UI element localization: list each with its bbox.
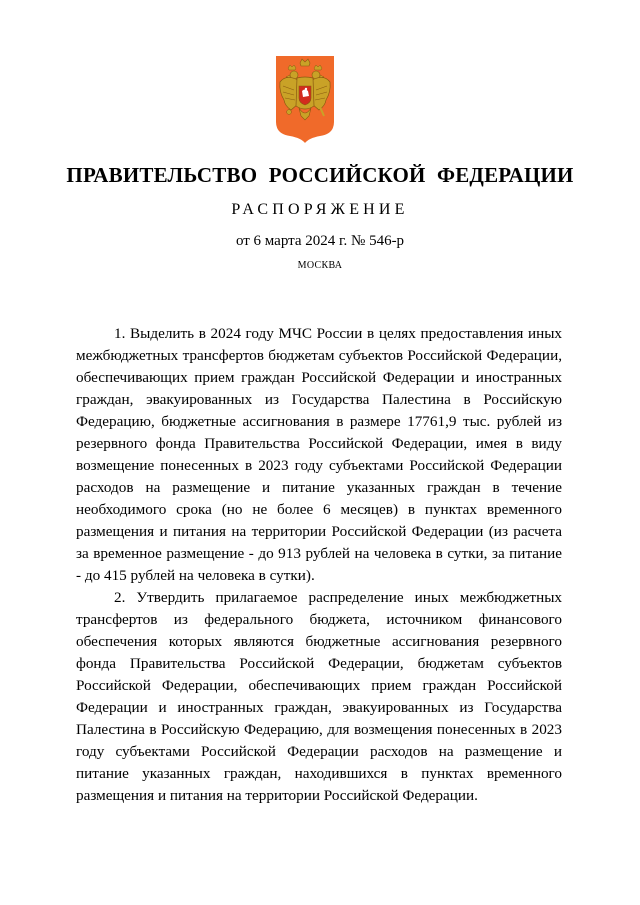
coat-of-arms-emblem xyxy=(276,56,334,143)
document-body xyxy=(76,323,562,807)
russian-coat-of-arms-icon xyxy=(276,56,334,143)
document-date-number: от 6 марта 2024 г. № 546-р xyxy=(235,233,405,249)
document-city: МОСКВА xyxy=(297,260,343,271)
paragraph-2: 2. Утвердить прилагаемое распределение иных межбюджетных трансфертов из федерального бюджета, источником финансового обеспечения которых являются бюджетные ассигнования резервного фонда Правительства Российской Федерации, бюджетам субъектов Российской Федерации, обеспечивающих прием граждан Российской Федерации и иностранных граждан, эвакуированных из Государства Палестина в Российскую Федерацию, для возмещения понесенных в 2023 году субъектами Российской Федерации расходов на размещение и питание указанных граждан, находившихся в пунктах временного размещения и питания на территории Российской Федерации. xyxy=(76,589,562,804)
government-title: ПРАВИТЕЛЬСТВО РОССИЙСКОЙ ФЕДЕРАЦИИ xyxy=(66,163,574,187)
paragraph-1: 1. Выделить в 2024 году МЧС России в целях предоставления иных межбюджетных трансфертов бюджетам субъектов Российской Федерации, обеспечивающих прием граждан Российской Федерации и иностранных граждан, эвакуированных из Государства Палестина в Российскую Федерацию, бюджетные ассигнования в размере 17761,9 тыс. рублей из резервного фонда Правительства Российской Федерации, имея в виду возмещение понесенных в 2023 году субъектами Российской Федерации расходов на размещение и питание указанных граждан в течение необходимого срока (но не более 6 месяцев) в пунктах временного размещения и питания на территории Российской Федерации (из расчета за временное размещение - до 913 рублей на человека в сутки, за питание - до 415 рублей на человека в сутки). xyxy=(76,325,562,584)
document-type: РАСПОРЯЖЕНИЕ xyxy=(231,201,409,218)
